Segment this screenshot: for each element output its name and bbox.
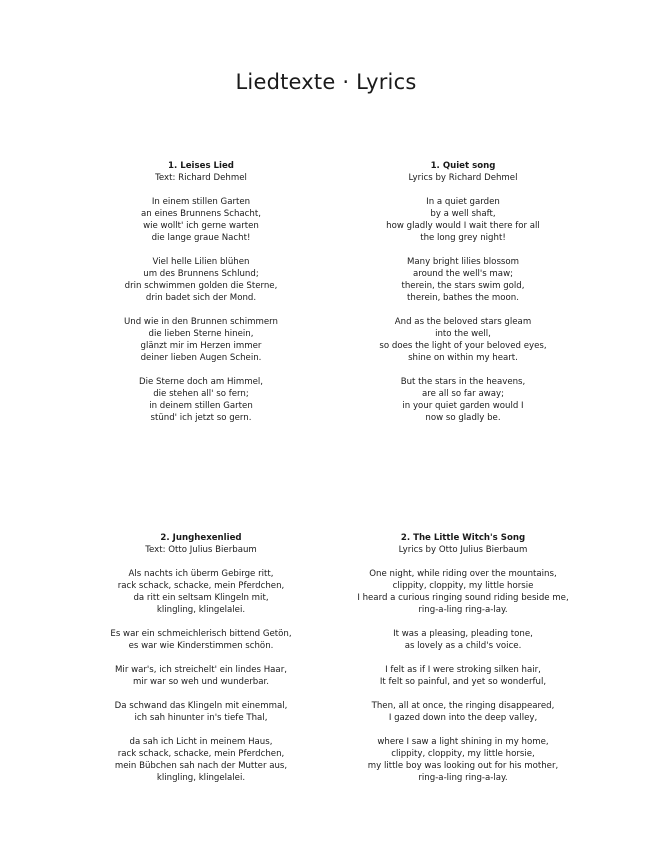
stanza <box>71 700 331 724</box>
song-credit: Text: Otto Julius Bierbaum <box>145 545 257 555</box>
page-title: Liedtexte · Lyrics <box>235 70 417 94</box>
lyric-line: Und wie in den Brunnen schimmern <box>124 317 278 327</box>
lyric-line: Then, all at once, the ringing disappeared, <box>371 701 555 711</box>
stanza <box>333 736 593 784</box>
lyric-line: how gladly would I wait there for all <box>386 221 540 231</box>
stanza <box>71 568 331 616</box>
lyric-line: rack schack, schacke, mein Pferdchen, <box>117 581 285 591</box>
lyric-line: by a well shaft, <box>430 209 496 219</box>
stanza <box>71 664 331 688</box>
lyric-line: drin schwimmen golden die Sterne, <box>124 281 278 291</box>
song-title: 2. The Little Witch's Song <box>400 533 526 543</box>
lyric-line: as lovely as a child's voice. <box>404 641 522 651</box>
lyric-line: therein, the stars swim gold, <box>401 281 525 291</box>
lyric-line: Als nachts ich überm Gebirge ritt, <box>128 569 274 579</box>
lyric-line: Mir war's, ich streichelt' ein lindes Haar, <box>115 665 287 675</box>
lyric-line: I heard a curious ringing sound riding beside me, <box>357 593 569 603</box>
lyric-line: klingling, klingelalei. <box>156 605 246 615</box>
stanza <box>71 316 331 364</box>
lyric-line: therein, bathes the moon. <box>407 293 519 303</box>
lyric-line: stünd' ich jetzt so gern. <box>150 413 252 423</box>
song-title: 1. Quiet song <box>430 161 496 171</box>
song-german-junghexenlied <box>71 532 331 784</box>
stanza <box>333 664 593 688</box>
lyric-line: where I saw a light shining in my home, <box>377 737 549 747</box>
lyric-line: so does the light of your beloved eyes, <box>379 341 547 351</box>
lyric-line: It was a pleasing, pleading tone, <box>393 629 533 639</box>
lyric-line: I gazed down into the deep valley, <box>388 713 538 723</box>
lyric-line: die lange graue Nacht! <box>151 233 251 243</box>
lyric-line: da sah ich Licht in meinem Haus, <box>129 737 273 747</box>
lyric-line: And as the beloved stars gleam <box>394 317 532 327</box>
song-title: 1. Leises Lied <box>168 161 234 171</box>
lyric-line: drin badet sich der Mond. <box>145 293 257 303</box>
song-english-little-witchs-song <box>333 532 593 784</box>
lyric-line: ring-a-ling ring-a-lay. <box>418 605 508 615</box>
song-english-quiet-song <box>333 160 593 424</box>
lyric-line: die stehen all' so fern; <box>153 389 249 399</box>
lyric-line: um des Brunnens Schlund; <box>143 269 259 279</box>
stanza <box>333 316 593 364</box>
lyric-line: around the well's maw; <box>412 269 513 279</box>
stanza <box>333 628 593 652</box>
lyric-line: shine on within my heart. <box>408 353 518 363</box>
song-title: 2. Junghexenlied <box>160 533 242 543</box>
stanza <box>333 700 593 724</box>
lyric-line: One night, while riding over the mountains, <box>369 569 557 579</box>
lyric-line: in deinem stillen Garten <box>149 401 253 411</box>
stanza <box>333 568 593 616</box>
song-credit: Lyrics by Otto Julius Bierbaum <box>398 545 528 555</box>
lyric-line: Many bright lilies blossom <box>406 257 520 267</box>
stanza <box>71 628 331 652</box>
lyric-line: clippity, cloppity, my little horsie, <box>391 749 535 759</box>
lyric-line: ich sah hinunter in's tiefe Thal, <box>134 713 268 723</box>
lyric-line: Viel helle Lilien blühen <box>152 257 250 267</box>
song-german-leises-lied <box>71 160 331 424</box>
lyric-line: I felt as if I were stroking silken hair, <box>385 665 541 675</box>
lyric-line: in your quiet garden would I <box>402 401 524 411</box>
stanza <box>71 736 331 784</box>
song-credit: Lyrics by Richard Dehmel <box>408 173 518 183</box>
lyric-line: In a quiet garden <box>426 197 500 207</box>
lyric-line: rack schack, schacke, mein Pferdchen, <box>117 749 285 759</box>
song-credit: Text: Richard Dehmel <box>155 173 247 183</box>
lyric-line: mein Bübchen sah nach der Mutter aus, <box>114 761 288 771</box>
lyric-line: wie wollt' ich gerne warten <box>143 221 259 231</box>
lyric-line: mir war so weh und wunderbar. <box>132 677 270 687</box>
lyric-line: klingling, klingelalei. <box>156 773 246 783</box>
stanza <box>333 256 593 304</box>
lyric-line: deiner lieben Augen Schein. <box>140 353 262 363</box>
lyric-line: my little boy was looking out for his mother, <box>367 761 559 771</box>
lyric-line: into the well, <box>435 329 491 339</box>
stanza <box>71 196 331 244</box>
lyric-line: Es war ein schmeichlerisch bittend Getön, <box>110 629 292 639</box>
lyric-line: are all so far away; <box>422 389 504 399</box>
lyric-line: Die Sterne doch am Himmel, <box>139 377 263 387</box>
lyric-line: It felt so painful, and yet so wonderful, <box>379 677 547 687</box>
lyric-line: In einem stillen Garten <box>151 197 251 207</box>
lyric-line: da ritt ein seltsam Klingeln mit, <box>133 593 269 603</box>
stanza <box>71 376 331 424</box>
lyric-line: clippity, cloppity, my little horsie <box>392 581 534 591</box>
lyric-line: the long grey night! <box>420 233 506 243</box>
lyric-line: now so gladly be. <box>425 413 501 423</box>
lyric-line: But the stars in the heavens, <box>400 377 526 387</box>
stanza <box>333 196 593 244</box>
lyric-line: es war wie Kinderstimmen schön. <box>128 641 274 651</box>
lyric-line: Da schwand das Klingeln mit einemmal, <box>114 701 288 711</box>
lyric-line: ring-a-ling ring-a-lay. <box>418 773 508 783</box>
stanza <box>71 256 331 304</box>
lyric-line: die lieben Sterne hinein, <box>148 329 254 339</box>
stanza <box>333 376 593 424</box>
lyric-line: an eines Brunnens Schacht, <box>141 209 261 219</box>
lyric-line: glänzt mir im Herzen immer <box>140 341 262 351</box>
